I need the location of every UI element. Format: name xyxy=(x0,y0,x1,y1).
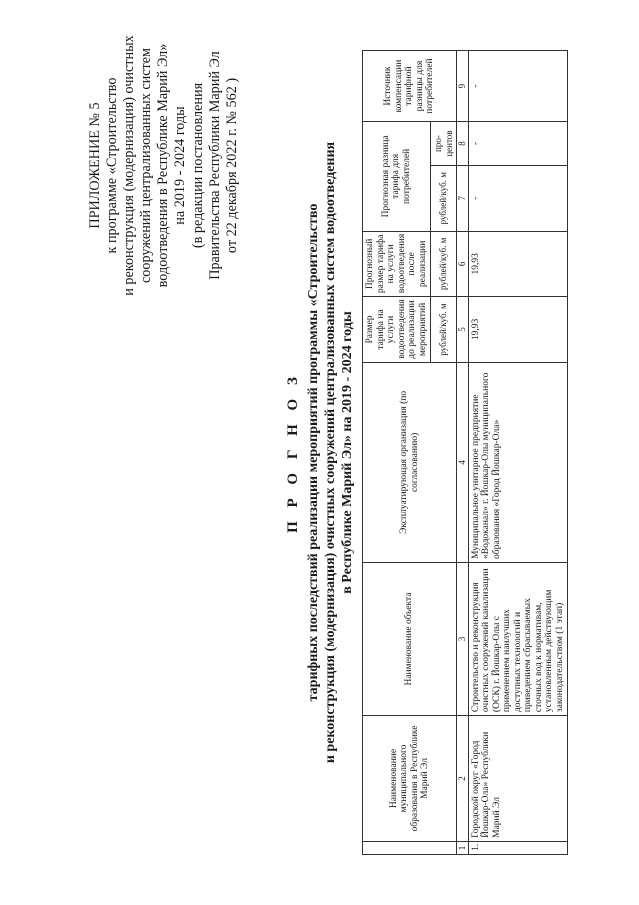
tariff-before-cell: 19,93 xyxy=(468,297,568,363)
header-cell-object: Наименование объекта xyxy=(363,562,457,715)
column-number: 4 xyxy=(457,362,469,562)
header-cell-operator: Эксплуатирующая организация (по согласованию) xyxy=(363,362,457,562)
header-cell-compensation-source: Источник компенсации тарифной разницы для потребителей xyxy=(363,51,457,122)
table-row xyxy=(468,51,568,855)
column-number: 1 xyxy=(457,841,469,854)
column-number-row xyxy=(457,51,469,855)
header-cell-tariff-after: Прогнозный размер тарифа на услуги водоотведения после реализации xyxy=(363,231,431,297)
appendix-line: и реконструкция (модернизация) очистных xyxy=(121,35,138,296)
appendix-line: Правительства Республики Марий Эл xyxy=(206,51,223,280)
header-cell-number xyxy=(363,841,457,854)
header-row xyxy=(363,51,431,855)
column-number: 3 xyxy=(457,562,469,715)
header-cell-municipality: Наименование муниципального образования в Республике Марий Эл xyxy=(363,716,457,842)
header-cell-tariff-difference: Прогнозная разница тарифа для потребителей xyxy=(363,122,431,231)
column-number: 7 xyxy=(457,165,469,231)
object-cell: Строительство и реконструкция очистных сооружений канализации (ОСК) г. Йошкар-Олы с применением наилучших доступных технологий и приведением сбрасываемых сточных вод к нормативам, установленным действующим законодательством (1 этап) xyxy=(468,562,568,715)
difference-rub-cell: - xyxy=(468,165,568,231)
appendix-line: ПРИЛОЖЕНИЕ № 5 xyxy=(87,102,103,229)
appendix-line: сооружений централизованных систем xyxy=(138,47,155,284)
column-number: 9 xyxy=(457,51,469,122)
unit-cell: рублей/куб. м xyxy=(431,297,457,363)
tariff-after-cell: 19,93 xyxy=(468,231,568,297)
title-subline: в Республике Марий Эл» на 2019 - 2024 годы xyxy=(340,311,355,594)
compensation-source-cell: - xyxy=(468,51,568,122)
title-subline: тарифных последствий реализации мероприятий программы «Строительство xyxy=(306,203,321,702)
appendix-line: (в редакции постановления xyxy=(189,82,206,249)
column-number: 8 xyxy=(457,122,469,166)
difference-pct-cell: - xyxy=(468,122,568,166)
row-number: 1. xyxy=(468,841,568,854)
appendix-block xyxy=(87,8,241,323)
appendix-line: водоотведения в Республике Марий Эл» xyxy=(155,43,172,288)
unit-cell: рублей/куб. м xyxy=(431,165,457,231)
forecast-table xyxy=(362,50,568,855)
unit-cell: рублей/куб. м xyxy=(431,231,457,297)
appendix-line: от 22 декабря 2022 г. № 562 ) xyxy=(223,77,240,254)
appendix-line: на 2019 - 2024 годы xyxy=(172,106,189,225)
unit-cell: про-центов xyxy=(431,122,457,166)
appendix-line: к программе «Строительство xyxy=(104,77,121,254)
header-cell-tariff-before: Размер тарифа на услуги водоотведения до реализации мероприятий xyxy=(363,297,431,363)
municipality-cell: Городской округ «Город Йошкар-Ола» Республики Марий Эл xyxy=(468,716,568,842)
column-number: 6 xyxy=(457,231,469,297)
title-subline: и реконструкция (модернизация) очистных сооружений централизованных систем водоотведения xyxy=(323,141,338,764)
document-title: П Р О Г Н О З xyxy=(285,372,301,533)
operator-cell: Муниципальное унитарное предприятие «Водоканал» г. Йошкар-Олы муниципального образования «Город Йошкар-Ола» xyxy=(468,362,568,562)
column-number: 5 xyxy=(457,297,469,363)
column-number: 2 xyxy=(457,716,469,842)
